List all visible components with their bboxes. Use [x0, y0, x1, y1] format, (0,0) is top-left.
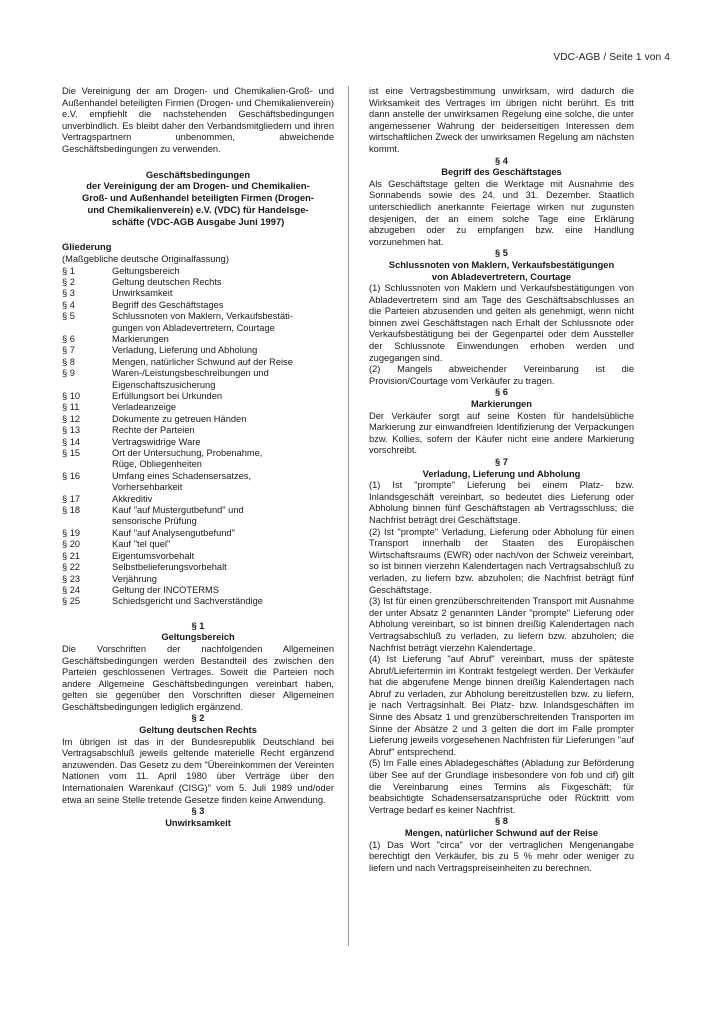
- toc-section-label: Schlussnoten von Maklern, Verkaufsbestäti- gungen von Abladevertretern, Courtage: [112, 311, 334, 334]
- toc-row: [62, 437, 334, 448]
- document-title-line-3: Groß- und Außenhandel beteiligten Firmen (Drogen-: [82, 192, 314, 204]
- toc-row: [62, 494, 334, 505]
- section-paragraph: (1) Das Wort "circa" vor der vertraglichen Mengenangabe berechtigt den Verkäufer, bis zu 5 % mehr oder weniger zu liefern und nach Vertragspreiseinheiten zu berechnen.: [369, 839, 634, 873]
- toc-section-number: § 15: [62, 448, 81, 459]
- toc-section-label: Vertragswidrige Ware: [112, 436, 201, 447]
- toc-section-label: Kauf "auf Analysengutbefund": [112, 527, 235, 538]
- toc-section-label: Ort der Untersuchung, Probenahme, Rüge, Obliegenheiten: [112, 448, 334, 471]
- spacer: [62, 608, 334, 621]
- toc-section-label: Verjährung: [112, 573, 157, 584]
- toc-row: [62, 357, 334, 368]
- section-paragraph: (4) Ist Lieferung "auf Abruf" vereinbart, muss der späteste Abruf/Liefertermin im Kontrakt festgelegt werden. Der Verkäufer hat die abgerufene Menge binnen dreißig Kalendertagen nach Abruf zu verladen, zur Abholung bereitzustellen bzw. zu liefern, je nach Vertragsinhalt. Bei Platz- bzw. Inlandsgeschäften im Sinne des Absatz 1 und grenzüberschreitenden Transporten im Sinne der Absätze 2 und 3 gelten die dort im Falle prompter Lieferung jeweils vorgesehenen Nachfristen für Lieferungen "auf Abruf" entsprechend.: [369, 654, 634, 757]
- section-title: Mengen, natürlicher Schwund auf der Reise: [404, 828, 599, 838]
- toc-section-label-continued: sensorische Prüfung: [112, 516, 197, 527]
- toc-section-number: § 14: [62, 436, 81, 447]
- toc-section-label: Erfüllungsort bei Urkunden: [112, 391, 223, 402]
- section-number: § 3: [191, 806, 205, 817]
- toc-row: [62, 585, 334, 596]
- toc-section-label: Begriff des Geschäftstages: [112, 299, 224, 310]
- section-number: § 8: [495, 816, 508, 827]
- toc-row: [62, 300, 334, 311]
- continuation-paragraph: ist eine Vertragsbestimmung unwirksam, wird dadurch die Wirksamkeit des Vertrages im übrigen nicht berührt. Es tritt dann anstelle der unwirksamen Regelung eine solche, die unter angemessener Wahrung der beiderseitigen Interessen dem wirtschaftlichen Zweck der unwirksamen Regelung am nächsten kommt.: [369, 86, 634, 154]
- section-number: § 5: [495, 248, 508, 259]
- section-paragraph: Im übrigen ist das in der Bundesrepublik Deutschland bei Vertragsabschluß jeweils geltende materielle Recht ergänzend anzuwenden. Das Gesetz zu dem "Übereinkommen der Vereinten Nationen vom 11. April 1980 über Verträge über den Internationalen Warenkauf (CISG)" vom 5. Juli 1989 und/oder etwa an seine Stelle tretende Gesetze finden keine Anwendung.: [62, 736, 334, 805]
- toc-row: [62, 539, 334, 550]
- toc-section-number: § 11: [62, 402, 80, 413]
- section-title: von Abladevertretern, Courtage: [431, 271, 572, 282]
- section-number: § 1: [191, 620, 205, 631]
- section-number: § 2: [191, 713, 205, 724]
- toc-section-number: § 4: [62, 299, 75, 310]
- section-title: Verladung, Lieferung und Abholung: [422, 468, 581, 479]
- toc-section-label: Verladeanzeige: [112, 402, 177, 413]
- toc-row: [62, 471, 334, 494]
- toc-section-number: § 9: [62, 368, 75, 379]
- toc-section-label-continued: gungen von Abladevertretern, Courtage: [112, 322, 275, 333]
- toc-section-number: § 10: [62, 391, 81, 402]
- toc-row: [62, 562, 334, 573]
- table-of-contents: [62, 266, 334, 608]
- section-paragraph: Der Verkäufer sorgt auf seine Kosten für handelsübliche Markierung zur einwandfreien Identifizierung der Verpackungen bzw. Kollies, sofern der Käufer nicht eine andere Markierung vorschreibt.: [369, 410, 634, 456]
- section-paragraph: Als Geschäftstage gelten die Werktage mit Ausnahme des Sonnabends sowie des 24. und 31. Dezember. Staatlich unterschiedlich anerkannte Feiertage wirken nur zugunsten desjenigen, der an einem solche Tage eine Erklärung abzugeben oder zu empfangen bzw. eine Handlung vorzunehmen hat.: [369, 178, 634, 247]
- toc-row: [62, 266, 334, 277]
- section-title: Geltungsbereich: [161, 632, 235, 643]
- toc-section-number: § 21: [62, 550, 81, 561]
- toc-section-number: § 16: [62, 470, 81, 481]
- toc-section-number: § 5: [62, 311, 75, 322]
- toc-section-label: Mengen, natürlicher Schwund auf der Reise: [112, 356, 293, 367]
- toc-heading: Gliederung: [62, 240, 112, 252]
- section-paragraph: (5) Im Falle eines Abladegeschäftes (Abladung zur Beförderung über See auf der Grundlage insbesondere von fob und cif) gilt die Vereinbarung eines Termins als Fixgeschäft; für beabsichtigte Schadensersatzansprüche oder Rücktritt vom Vertrage bedarf es keiner Nachfrist.: [369, 758, 634, 815]
- toc-section-number: § 23: [62, 573, 81, 584]
- toc-row: [62, 391, 334, 402]
- toc-section-label: Geltungsbereich: [112, 265, 180, 276]
- toc-section-number: § 3: [62, 288, 75, 299]
- toc-section-label-continued: Vorhersehbarkeit: [112, 482, 183, 493]
- toc-section-label: Akkreditiv: [112, 493, 153, 504]
- toc-section-number: § 18: [62, 505, 81, 516]
- toc-section-number: § 13: [62, 425, 81, 436]
- toc-section-number: § 17: [62, 493, 81, 504]
- document-title-line-4: und Chemikalienverein) e.V. (VDC) für Handelsge-: [87, 203, 309, 215]
- toc-row: [62, 288, 334, 299]
- section-number: § 7: [495, 457, 508, 467]
- section-title: Geltung deutschen Rechts: [139, 725, 257, 736]
- spacer: [62, 156, 334, 169]
- section-paragraph: (2) Mangels abweichender Vereinbarung ist die Provision/Courtage vom Verkäufer zu tragen.: [369, 364, 634, 386]
- spacer: [62, 228, 334, 241]
- toc-section-label: Markierungen: [112, 333, 169, 344]
- toc-row: [62, 425, 334, 436]
- section-title: Unwirksamkeit: [165, 817, 231, 828]
- toc-section-label: Verladung, Lieferung und Abholung: [112, 345, 258, 356]
- toc-row: [62, 345, 334, 356]
- toc-section-number: § 12: [62, 413, 81, 424]
- intro-paragraph: Die Vereinigung der am Drogen- und Chemikalien-Groß- und Außenhandel beteiligten Firmen (Drogen- und Chemikalienverein) e.V. empfiehlt die nachstehenden Geschäftsbedingungen unverbindlich. Es bleibt daher den Verbandsmitgliedern und ihren Vertragspartnern unbenommen, abweichende Geschäftsbedingungen zu verwenden.: [62, 86, 334, 154]
- toc-section-label: Schiedsgericht und Sachverständige: [112, 596, 263, 607]
- toc-section-label-continued: Rüge, Obliegenheiten: [112, 459, 202, 470]
- toc-section-number: § 19: [62, 527, 81, 538]
- document-title-line-5: schäfte (VDC-AGB Ausgabe Juni 1997): [111, 215, 285, 227]
- toc-row: [62, 574, 334, 585]
- toc-section-label: Dokumente zu getreuen Händen: [112, 413, 247, 424]
- toc-section-number: § 7: [62, 345, 75, 356]
- toc-section-label: Eigentumsvorbehalt: [112, 550, 195, 561]
- toc-section-label-continued: Eigenschaftszusicherung: [112, 379, 216, 390]
- toc-row: [62, 277, 334, 288]
- toc-section-number: § 8: [62, 356, 75, 367]
- document-title-line-2: der Vereinigung der am Drogen- und Chemikalien-: [86, 180, 310, 192]
- toc-row: [62, 448, 334, 471]
- toc-section-label: Rechte der Parteien: [112, 425, 195, 436]
- section-title: Markierungen: [471, 399, 532, 410]
- section-title: Begriff des Geschäftstages: [441, 167, 562, 178]
- toc-section-label: Kauf "auf Mustergutbefund" und sensorische Prüfung: [112, 505, 334, 528]
- section-paragraph: Die Vorschriften der nachfolgenden Allgemeinen Geschäftsbedingungen werden Bestandteil des zwischen den Parteien geschlossenen Vertrages. Soweit die Parteien noch andere Allgemeine Geschäftsbedingungen vereinbart haben, gelten sie gegenüber den Vorschriften dieser Allgemeinen Geschäftsbedingungen lediglich ergänzend.: [62, 643, 334, 712]
- toc-section-number: § 2: [62, 276, 75, 287]
- toc-section-label: Geltung deutschen Rechts: [112, 276, 222, 287]
- section-title: Schlussnoten von Maklern, Verkaufsbestätigungen: [388, 259, 615, 270]
- toc-section-number: § 24: [62, 584, 81, 595]
- toc-section-number: § 20: [62, 539, 81, 550]
- toc-section-number: § 25: [62, 596, 81, 607]
- toc-section-label: Selbstbelieferungsvorbehalt: [112, 562, 227, 573]
- toc-row: [62, 368, 334, 391]
- toc-row: [62, 596, 334, 607]
- toc-row: [62, 334, 334, 345]
- toc-section-number: § 1: [62, 265, 75, 276]
- toc-section-label: Unwirksamkeit: [112, 288, 173, 299]
- document-title-line-1: Geschäftsbedingungen: [145, 168, 251, 180]
- left-column: [62, 86, 348, 946]
- toc-row: [62, 505, 334, 528]
- toc-row: [62, 414, 334, 425]
- toc-row: [62, 311, 334, 334]
- toc-row: [62, 402, 334, 413]
- toc-row: [62, 551, 334, 562]
- running-header: VDC-AGB / Seite 1 von 4: [553, 52, 670, 63]
- toc-section-number: § 6: [62, 333, 75, 344]
- section-number: § 4: [495, 155, 508, 166]
- toc-subheading: (Maßgebliche deutsche Originalfassung): [62, 253, 229, 264]
- document-title-block: [62, 169, 334, 228]
- section-paragraph: (3) Ist für einen grenzüberschreitenden Transport mit Ausnahme der unter Absatz 2 genannten Länder "prompte" Lieferung oder Abholung vereinbart, so ist binnen dreißig Kalendertagen nach Vertragsabschluß zu verladen, zu liefern bzw. abzuholen; die Nachfrist beträgt vierzehn Kalendertage.: [369, 596, 634, 653]
- left-sections: [62, 621, 334, 830]
- two-column-body: [62, 86, 670, 946]
- toc-section-label: Umfang eines Schadensersatzes, Vorhersehbarkeit: [112, 471, 334, 494]
- toc-section-label: Geltung der INCOTERMS: [112, 584, 219, 595]
- section-paragraph: (2) Ist "prompte" Verladung, Lieferung oder Abholung für einen Transport innerhalb der Staaten des Europäischen Wirtschaftsraums (EWR) oder nach/von der Schweiz vereinbart, so ist binnen vierzehn Kalendertagen nach Vertragsabschluß zu verladen, zu liefern bzw. abzuholen; die Nachfrist beträgt fünf Geschäftstage.: [369, 526, 634, 595]
- right-column: [348, 86, 634, 946]
- toc-row: [62, 528, 334, 539]
- toc-section-label: Kauf "tel quel": [112, 539, 171, 550]
- toc-section-label: Waren-/Leistungsbeschreibungen und Eigenschaftszusicherung: [112, 368, 334, 391]
- section-number: § 6: [495, 387, 508, 398]
- toc-section-number: § 22: [62, 562, 81, 573]
- section-paragraph: (1) Ist "prompte" Lieferung bei einem Platz- bzw. Inlandsgeschäft vereinbart, so bedeutet dies Lieferung oder Abholung binnen fünf Geschäftstagen ab Vertragsschluss; die Nachfrist beträgt drei Geschäftstage.: [369, 480, 634, 525]
- right-sections: [369, 156, 634, 875]
- section-paragraph: (1) Schlussnoten von Maklern und Verkaufsbestätigungen von Abladevertretern sind am Tage des Geschäftsabschlusses an die Parteien abzusenden und gelten als genehmigt, wenn nicht binnen zwei Geschäftstagen nach Erhalt der Schlussnote oder Verkaufsbestätigung bei der Gegenpartei oder dem Aussteller der Schlussnote Einwendungen erhoben werden und zugegangen sind.: [369, 283, 634, 363]
